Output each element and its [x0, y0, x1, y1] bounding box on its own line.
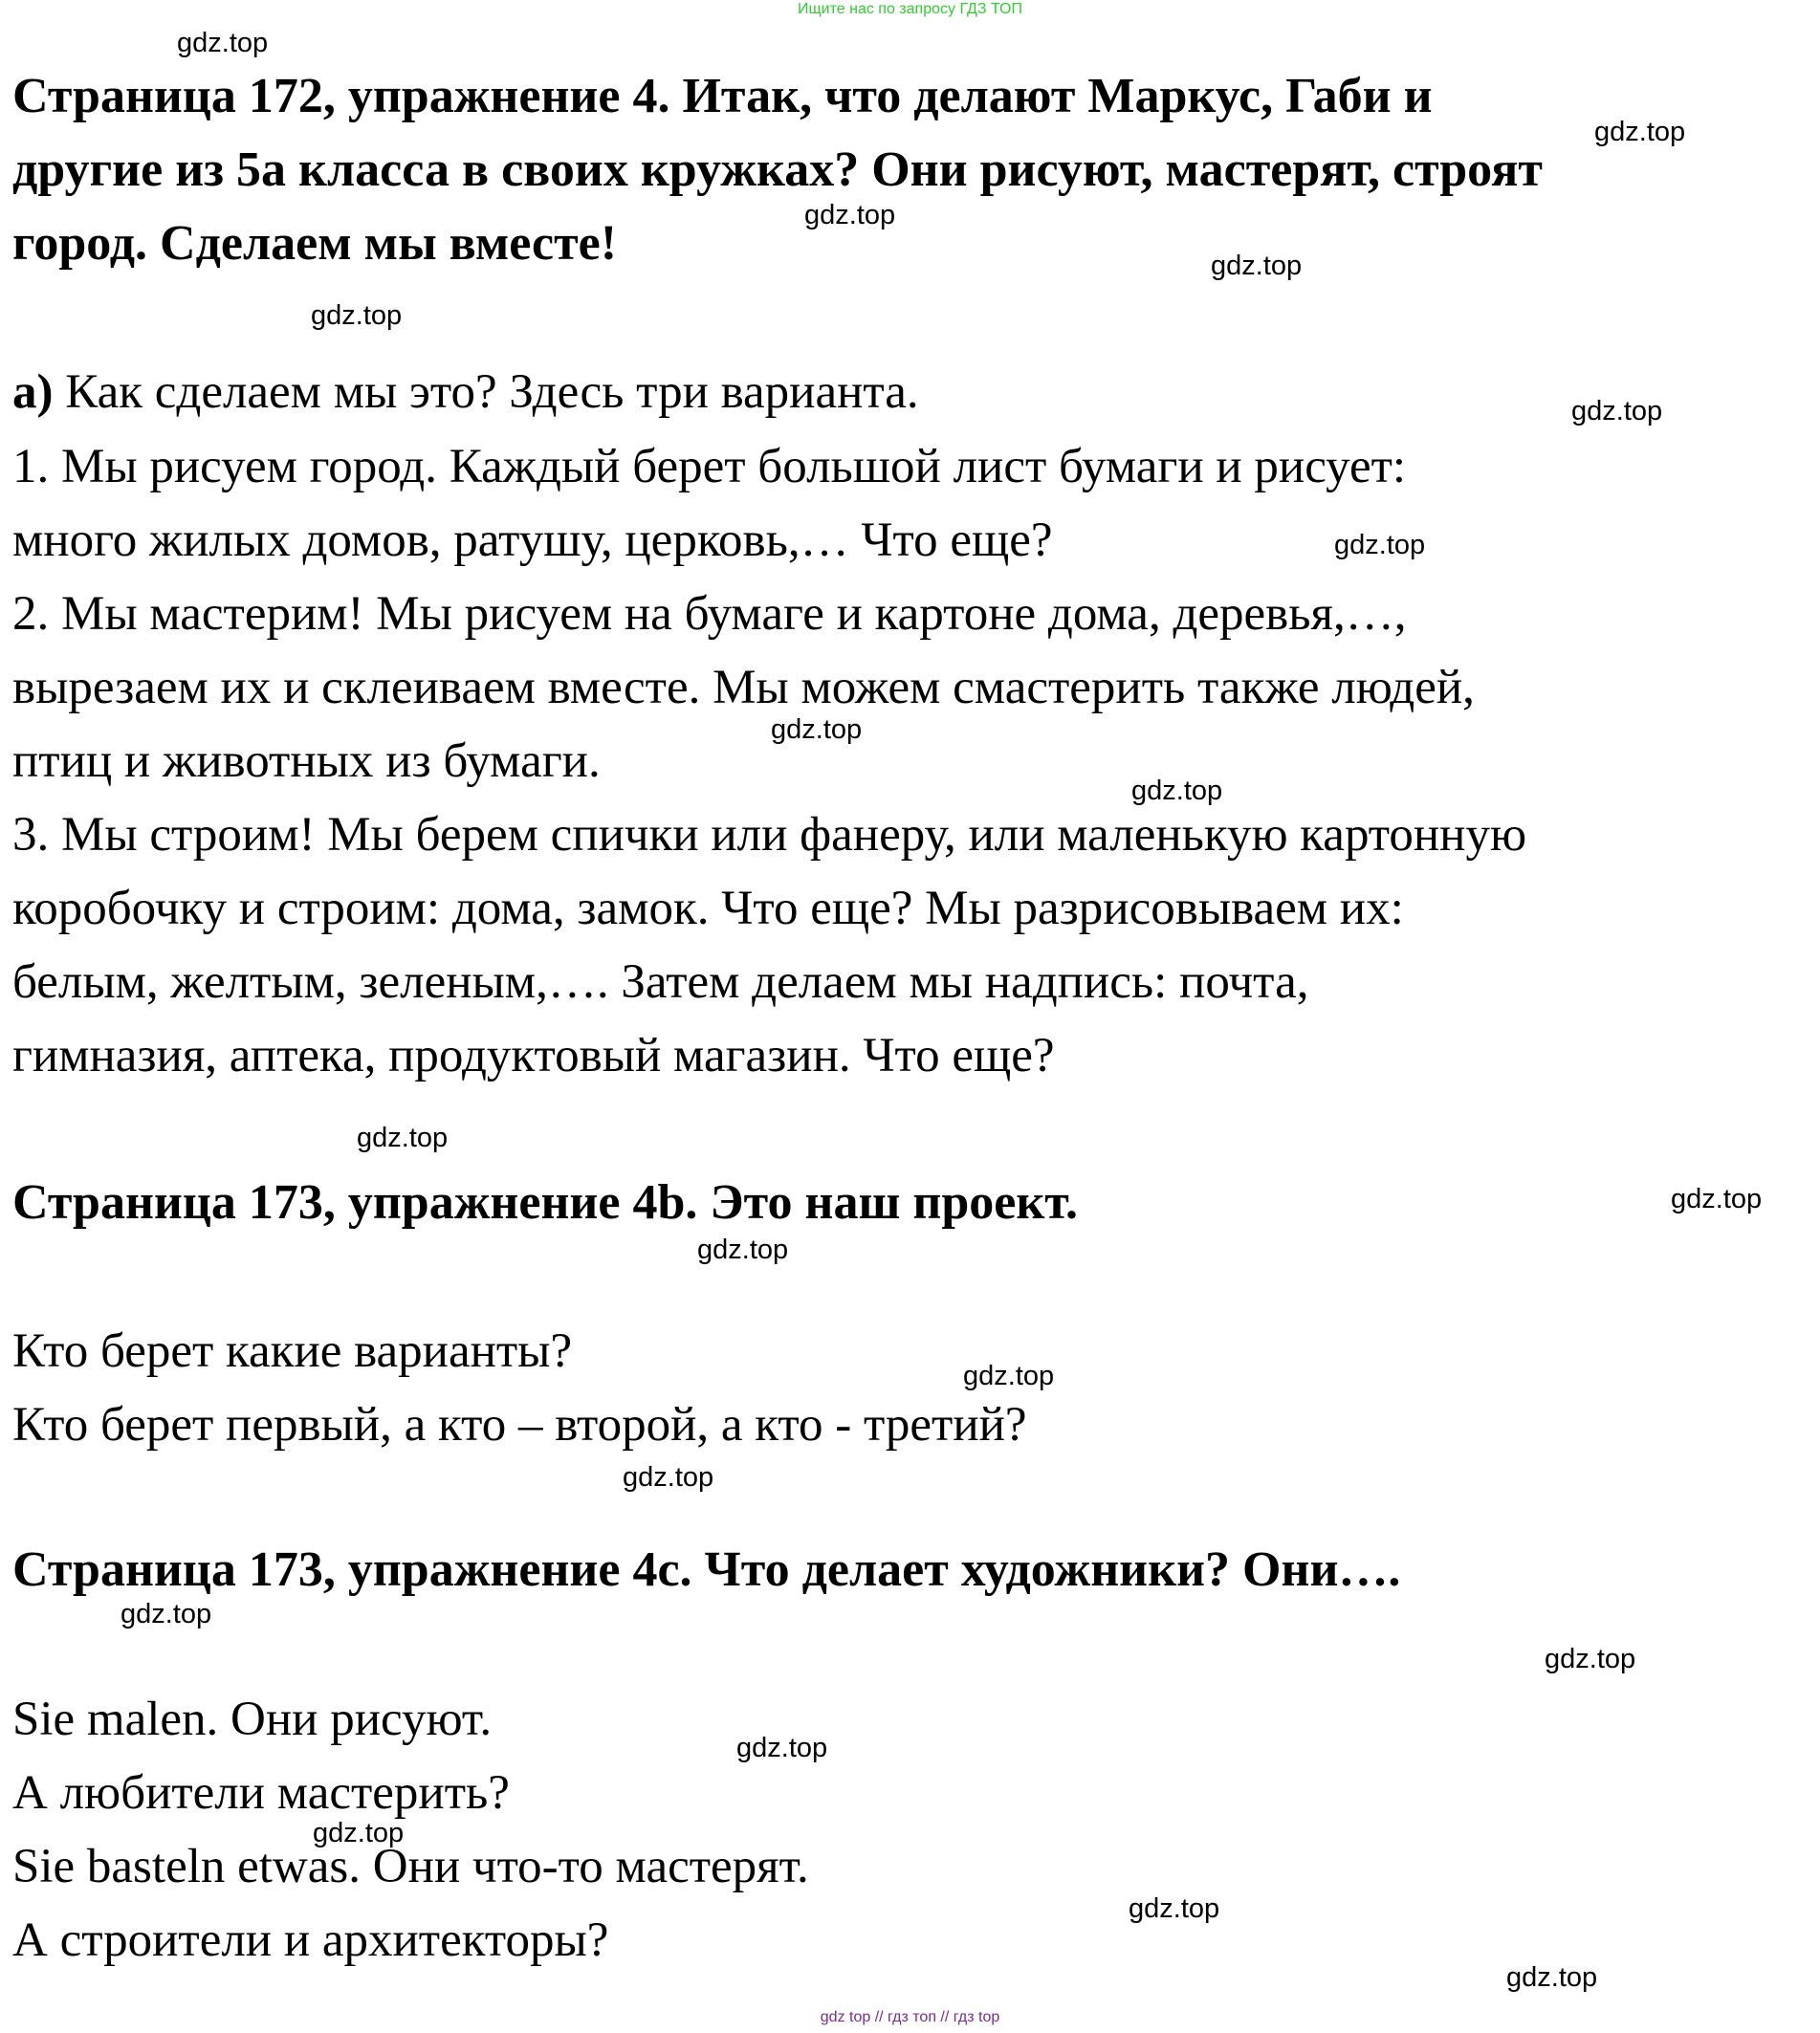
part-a-text: Как сделаем мы это? Здесь три варианта. — [53, 365, 919, 419]
watermark: gdz.top — [177, 28, 269, 58]
section2-line-1: Кто берет какие варианты? — [12, 1324, 573, 1378]
watermark: gdz.top — [736, 1733, 828, 1763]
section3-line-1: Sie malen. Они рисуют. — [12, 1693, 493, 1746]
body-line-5: птиц и животных из бумаги. — [12, 734, 601, 788]
section1-heading-line-3: город. Сделаем мы вместе! — [12, 216, 618, 271]
watermark: gdz.top — [1571, 396, 1663, 426]
watermark: gdz.top — [623, 1462, 714, 1493]
watermark: gdz.top — [771, 714, 863, 745]
watermark: gdz.top — [1129, 1893, 1220, 1924]
watermark: gdz.top — [1334, 530, 1426, 560]
section3-line-4: А строители и архитекторы? — [12, 1913, 609, 1967]
watermark: gdz.top — [357, 1123, 449, 1153]
section3-line-3: Sie basteln etwas. Они что-то мастерят. — [12, 1840, 809, 1893]
watermark: gdz.top — [697, 1235, 789, 1265]
body-line-2: много жилых домов, ратушу, церковь,… Что еще? — [12, 514, 1053, 567]
watermark: gdz.top — [1131, 776, 1223, 806]
section1-heading-line-2: другие из 5а класса в своих кружках? Они рисуют, мастерят, строят — [12, 142, 1543, 197]
watermark: gdz.top — [1545, 1644, 1636, 1674]
section2-heading: Страница 173, упражнение 4b. Это наш проект. — [12, 1175, 1078, 1230]
bottom-banner: gdz top // гдз топ // гдз top — [820, 2009, 1000, 2025]
part-a-line — [12, 363, 919, 421]
body-line-1: 1. Мы рисуем город. Каждый берет большой лист бумаги и рисует: — [12, 440, 1407, 493]
body-line-3: 2. Мы мастерим! Мы рисуем на бумаге и картоне дома, деревья,…, — [12, 587, 1407, 641]
body-line-4: вырезаем их и склеиваем вместе. Мы можем смастерить также людей, — [12, 661, 1475, 714]
watermark: gdz.top — [311, 300, 403, 331]
section1-heading-line-1: Страница 172, упражнение 4. Итак, что делают Маркус, Габи и — [12, 69, 1433, 123]
body-line-8: белым, желтым, зеленым,…. Затем делаем мы надпись: почта, — [12, 955, 1309, 1009]
body-line-9: гимназия, аптека, продуктовый магазин. Что еще? — [12, 1029, 1055, 1082]
body-line-7: коробочку и строим: дома, замок. Что еще? Мы разрисовываем их: — [12, 882, 1404, 935]
top-banner: Ищите нас по запросу ГДЗ ТОП — [798, 1, 1022, 17]
watermark: gdz.top — [804, 200, 896, 230]
section2-line-2: Кто берет первый, а кто – второй, а кто - третий? — [12, 1398, 1027, 1452]
section3-heading: Страница 173, упражнение 4c. Что делает художники? Они…. — [12, 1542, 1401, 1597]
part-a-label: а) — [12, 365, 54, 419]
watermark: gdz.top — [1506, 1962, 1598, 1993]
section3-line-2: А любители мастерить? — [12, 1766, 510, 1820]
body-line-6: 3. Мы строим! Мы берем спички или фанеру, или маленькую картонную — [12, 808, 1527, 862]
watermark: gdz.top — [1671, 1184, 1763, 1214]
watermark: gdz.top — [1594, 117, 1686, 147]
watermark: gdz.top — [313, 1818, 405, 1848]
watermark: gdz.top — [963, 1361, 1055, 1391]
watermark: gdz.top — [121, 1599, 212, 1629]
watermark: gdz.top — [1211, 251, 1303, 281]
